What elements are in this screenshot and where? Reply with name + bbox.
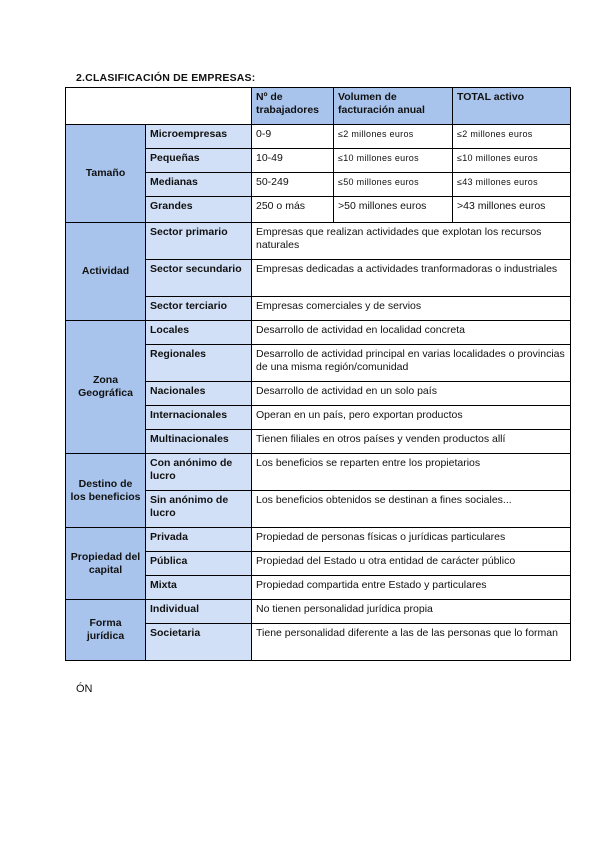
description-cell: Propiedad compartida entre Estado y particulares: [252, 576, 571, 600]
description-cell: Empresas comerciales y de servios: [252, 297, 571, 321]
description-cell: Desarrollo de actividad en localidad concreta: [252, 321, 571, 345]
row-label: Sector primario: [146, 223, 252, 260]
row-label: Pública: [146, 552, 252, 576]
billing-cell: ≤10 millones euros: [334, 149, 453, 173]
table-row: [66, 321, 571, 345]
billing-cell: >50 millones euros: [334, 197, 453, 223]
assets-cell: ≤10 millones euros: [453, 149, 571, 173]
description-cell: Desarrollo de actividad en un solo país: [252, 382, 571, 406]
header-billing: Volumen de facturación anual: [334, 88, 453, 125]
row-label: Locales: [146, 321, 252, 345]
description-cell: Propiedad de personas físicas o jurídicas particulares: [252, 528, 571, 552]
row-label: Sin anónimo de lucro: [146, 491, 252, 528]
row-label: Medianas: [146, 173, 252, 197]
assets-cell: ≤2 millones euros: [453, 125, 571, 149]
table-row: [66, 125, 571, 149]
table-row: [66, 454, 571, 491]
classification-table: [65, 87, 571, 661]
assets-cell: >43 millones euros: [453, 197, 571, 223]
header-total-assets: TOTAL activo: [453, 88, 571, 125]
row-label: Microempresas: [146, 125, 252, 149]
page-title: 2.CLASIFICACIÓN DE EMPRESAS:: [76, 72, 256, 84]
description-cell: Propiedad del Estado u otra entidad de carácter público: [252, 552, 571, 576]
description-cell: Tienen filiales en otros países y venden productos allí: [252, 430, 571, 454]
workers-cell: 50-249: [252, 173, 334, 197]
workers-cell: 250 o más: [252, 197, 334, 223]
description-cell: Tiene personalidad diferente a las de las personas que lo forman: [252, 624, 571, 661]
assets-cell: ≤43 millones euros: [453, 173, 571, 197]
group-zona: Zona Geográfica: [66, 321, 146, 454]
row-label: Internacionales: [146, 406, 252, 430]
row-label: Sector secundario: [146, 260, 252, 297]
group-forma: Forma jurídica: [66, 600, 146, 661]
billing-cell: ≤50 millones euros: [334, 173, 453, 197]
table-header-row: [66, 88, 571, 125]
header-blank-cell: [66, 88, 252, 125]
description-cell: Empresas que realizan actividades que explotan los recursos naturales: [252, 223, 571, 260]
table-row: [66, 223, 571, 260]
row-label: Multinacionales: [146, 430, 252, 454]
description-cell: Desarrollo de actividad principal en varias localidades o provincias de una misma región/comunidad: [252, 345, 571, 382]
footer-text: ÓN: [76, 683, 93, 695]
row-label: Individual: [146, 600, 252, 624]
row-label: Privada: [146, 528, 252, 552]
workers-cell: 10-49: [252, 149, 334, 173]
group-actividad: Actividad: [66, 223, 146, 321]
description-cell: No tienen personalidad jurídica propia: [252, 600, 571, 624]
group-tamano: Tamaño: [66, 125, 146, 223]
row-label: Nacionales: [146, 382, 252, 406]
group-propiedad: Propiedad del capital: [66, 528, 146, 600]
workers-cell: 0-9: [252, 125, 334, 149]
row-label: Sector terciario: [146, 297, 252, 321]
header-workers: Nº de trabajadores: [252, 88, 334, 125]
table-row: [66, 600, 571, 624]
billing-cell: ≤2 millones euros: [334, 125, 453, 149]
row-label: Pequeñas: [146, 149, 252, 173]
row-label: Grandes: [146, 197, 252, 223]
description-cell: Empresas dedicadas a actividades tranformadoras o industriales: [252, 260, 571, 297]
row-label: Regionales: [146, 345, 252, 382]
row-label: Societaria: [146, 624, 252, 661]
row-label: Mixta: [146, 576, 252, 600]
row-label: Con anónimo de lucro: [146, 454, 252, 491]
group-destino: Destino de los beneficios: [66, 454, 146, 528]
table-row: [66, 528, 571, 552]
description-cell: Los beneficios obtenidos se destinan a fines sociales...: [252, 491, 571, 528]
description-cell: Operan en un país, pero exportan productos: [252, 406, 571, 430]
description-cell: Los beneficios se reparten entre los propietarios: [252, 454, 571, 491]
